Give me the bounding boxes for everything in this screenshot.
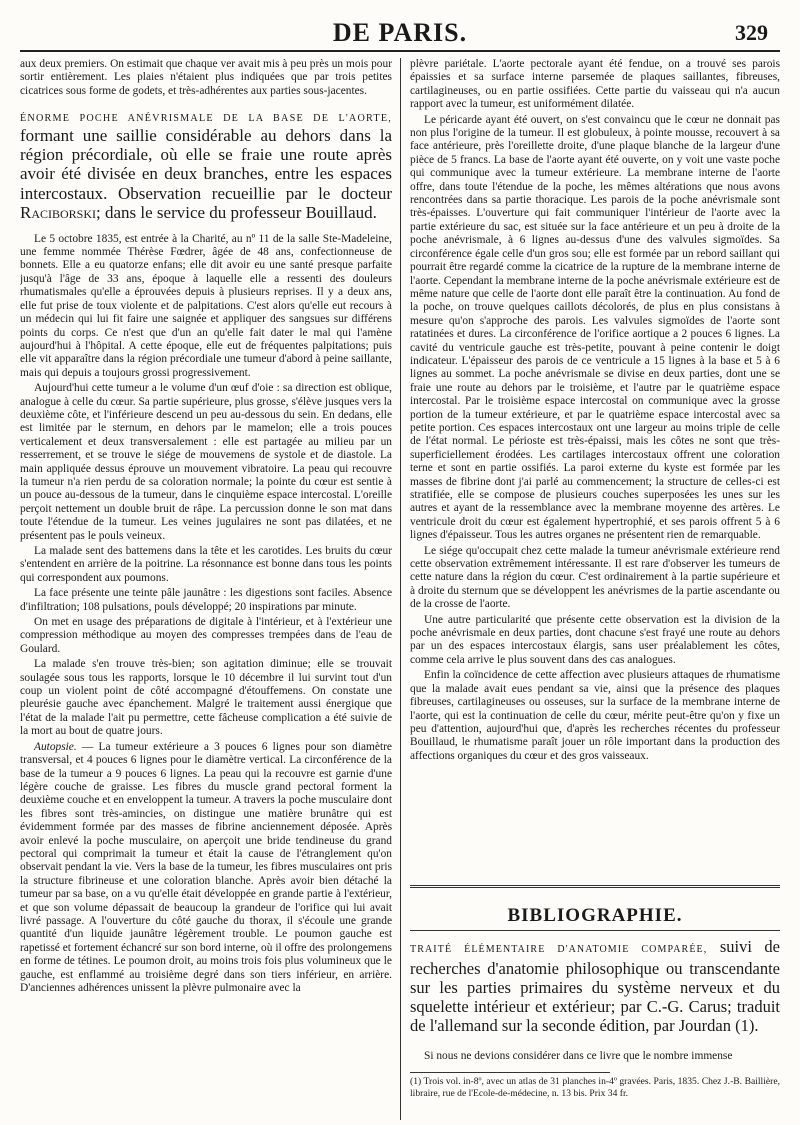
autopsy-label: Autopsie. xyxy=(34,740,77,753)
bibliography-entry xyxy=(410,937,780,1035)
right-column xyxy=(410,58,780,878)
column-divider xyxy=(400,58,401,1120)
case-paragraph: La malade sent des battemens dans la tête et les carotides. Les bruits du cœur s'entendent en arrière de la poitrine. La résonnance est bonne dans tous les points qui correspondent aux poumons. xyxy=(20,545,392,584)
intro-paragraph: aux deux premiers. On estimait que chaque ver avait mis à peu près un mois pour sortir entièrement. Les plaies n'étaient plus indiquées que par trois petites cicatrices sous forme de godets, et très-adhérentes aux parties sous-jacentes. xyxy=(20,58,392,97)
case-paragraph: La malade s'en trouve très-bien; son agitation diminue; elle se trouvait soulagée sous tous les rapports, lorsque le 10 décembre il lui survint tout d'un coup un violent point de côté accompagné d'étouffemens. On constate une pleurésie gauche avec épanchement. Malgré le traitement aussi énergique que l'état de la malade l'ait pu permettre, cette fâcheuse complication a été suivie de la mort au bout de quatre jours. xyxy=(20,658,392,738)
case-author: Raciborski xyxy=(20,203,97,223)
bibliography-heading: BIBLIOGRAPHIE. xyxy=(507,905,683,926)
right-paragraph: Une autre particularité que présente cette observation est la division de la poche anévrismale en deux parties, dont chacune s'est frayé une route au dehors par un des espaces intercostaux élargis, sans user préalablement les côtes, comme cela arrive le plus souvent dans des cas analogues. xyxy=(410,613,780,666)
autopsy-text: — La tumeur extérieure a 3 pouces 6 lignes pour son diamètre transversal, et 4 pouces 6 lignes pour le diamètre vertical. La circonférence de la base de la tumeur a 9 pouces 6 lignes. La peau qui la recouvre est garnie d'une légère couche de graisse. Les fibres du muscle grand pectoral forment la deuxième couche et en enveloppent la tumeur. A travers la poche musculaire dont les fibres sont très-amincies, on distingue une matière brunâtre qui est évidemment formée par des masses de fibrine anciennement déposée. Après avoir enlevé la poche musculaire, on aperçoit une bride tendineuse du grand pectoral qui comprimait la tumeur et était la cause de l'étranglement qu'on observait pendant la vie. Vers la base de la tumeur, les fibres musculaires ont pris la structure fibrineuse et une coloration blanche. Après avoir bien détaché la tumeur par sa base, on a vu qu'elle était développée en grande partie à l'extérieur, et que son volume dépassait de beaucoup la grandeur de l'orifice qui lui avait livré passage. A l'ouverture du côté gauche du thorax, il s'écoule une grande quantité d'un liquide jaunâtre légèrement trouble. Le poumon gauche est rapetissé et fortement échancré sur son bord interne, où il offre des prolongemens en forme de tétines. Le poumon droit, au moins trois fois plus volumineux que le gauche, est enflammé au troisième degré dans son tiers inférieur, en arrière. D'anciennes adhérences unissent la plèvre pulmonaire avec la xyxy=(20,740,392,994)
bibliography-rule xyxy=(410,930,780,931)
section-rule xyxy=(410,885,780,888)
case-heading xyxy=(20,112,392,222)
right-paragraph: Le siége qu'occupait chez cette malade la tumeur anévrismale extérieure rend cette observation extrêmement intéressante. Il est rare d'observer les tumeurs de cette nature dans la région du cœur. C'est ordinairement à la partie supérieure et à droite du sternum que se développent les anévrismes de la partie ascendante ou de la crosse de l'aorte. xyxy=(410,544,780,611)
footnote: (1) Trois vol. in-8º, avec un atlas de 31 planches in-4º gravées. Paris, 1835. Chez J.-B. Baillière, libraire, rue de l'Ecole-de-médecine, n. 13 bis. Prix 34 fr. xyxy=(410,1076,780,1099)
bibliography-paragraph: Si nous ne devions considérer dans ce livre que le nombre immense xyxy=(424,1050,733,1062)
right-paragraph: Le péricarde ayant été ouvert, on s'est convaincu que le cœur ne donnait pas non plus l'origine de la tumeur. Il est globuleux, à pointe mousse, recouvert à sa face antérieure, près l'oreillette droite, d'une plaque blanche de la largeur d'une pièce de 5 francs. La base de l'aorte ayant été ouverte, on y voit une vaste poche qui communique avec la tumeur extérieure. La membrane interne de l'aorte offre, dans toute l'étendue de la poche, les mêmes altérations que nous avons rencontrées dans sa partie thoracique. Les parois de la poche anévrismale sont très-épaisses. L'ouverture qui fait communiquer l'intérieur de l'aorte avec la partie extérieure du sac, est située sur la face antérieure et un peu à droite de la poche anévrismale, à 6 lignes au-dessus d'une des valvules sigmoïdes. Sa circonférence égale celle d'un gros sou; elle est formée par un rebord saillant qui pourrait être regardé comme la cicatrice de la rupture de la membrane interne de l'aorte. Cependant la membrane interne de la poche anévrismale extérieure est de même nature que celle de l'aorte dont elle paraît être la continuation. Au fond de la poche, on trouve quelques caillots décolorés, de plus en plus consistans à mesure qu'on s'approche des parois. Les valvules sigmoïdes de l'aorte sont ratatinées et dures. La circonférence de l'orifice aortique a 2 pouces 6 lignes. La cavité du ventricule gauche est très-petite, pouvant à peine contenir le doigt indicateur. L'épaisseur des parois de ce ventricule a 15 lignes à la base et 5 à 6 lignes au sommet. La poche anévrismale se divise en deux parties, dont une se fraie une route au dehors par le troisième, et l'autre par le quatrième espace intercostal. Par le troisième espace intercostal on communique avec la grosse portion de la tumeur extérieure, et par le quatrième espace intercostal avec sa petite portion. Ces espaces intercostaux ont une largeur au moins triple de celle de l'état normal. Le périoste est très-épaissi, mais les côtes ne sont que très-superficiellement érodées. Les cartilages intercostaux offrent une coloration terne et sont en partie ossifiés. La paroi externe du kyste est formée par les masses de fibrine dont j'ai parlé au commencement; la structure de celles-ci est stratifiée, elle se compose de plusieurs couches superposées les unes sur les autres et ayant de la ressemblance avec la membrane moyenne des artères. Le ventricule droit du cœur est également hypertrophié, et ses parois offrent 5 à 6 lignes d'épaisseur. Tous les autres organes ne présentent rien de remarquable. xyxy=(410,113,780,542)
bibliography-entry-caps: TRAITÉ ÉLÉMENTAIRE D'ANATOMIE COMPARÉE, xyxy=(410,944,708,955)
case-paragraph: Le 5 octobre 1835, est entrée à la Charité, au nº 11 de la salle Ste-Madeleine, une femme nommée Thérèse Fœdrer, âgée de 48 ans, confectionneuse de bonnets. Elle a eu quatorze enfans; elle dit avoir eu une santé presque parfaite jusqu'à l'âge de 33 ans, époque à laquelle elle a ressenti des douleurs rhumatismales qu'elle a éprouvées depuis à plusieurs reprises. Il y a deux ans, elle fut prise de toux violente et de palpitations. C'est alors qu'elle eut recours à un médecin qui lui fit faire une saignée et appliquer des sangsues sur différens points du corps. Ce n'est que d'un an qu'elle fait dater le mal qui l'amène aujourd'hui à l'hôpital. A cette époque, elle eut de fréquentes palpitations; puis elle vit apparaître dans la région précordiale une tumeur d'abord à peine saillante, mais qui depuis a toujours grossi progressivement. xyxy=(20,232,392,379)
case-paragraph: Aujourd'hui cette tumeur a le volume d'un œuf d'oie : sa direction est oblique, analogue à celle du cœur. Sa partie supérieure, plus grosse, s'élève jusques vers la deuxième côte, et l'inférieure descend un peu au-dessous du sein. En dedans, elle est limitée par le sternum, en dehors par le mamelon; elle a trois pouces verticalement et deux transversalement : elle est partagée au milieu par un resserrement, et se trouve le siége de mouvemens de systole et de diastole. La main appliquée dessus éprouve un mouvement vibratoire. La peau qui recouvre la tumeur n'a rien perdu de sa coloration normale; la pointe du cœur est sentie à un pouce au-dessous de la tumeur, dans le cinquième espace intercostal. L'oreille perçoit nettement un double bruit de râpe. La percussion donne le son mat dans toute l'étendue de la tumeur. Les veines jugulaires ne sont pas dilatées, et ne présentent pas le pouls veineux. xyxy=(20,382,392,542)
page-header xyxy=(20,10,780,50)
case-heading-end: ; dans le service du professeur Bouillaud. xyxy=(96,203,377,223)
autopsy-paragraph xyxy=(20,741,392,996)
right-paragraph: Enfin la coïncidence de cette affection avec plusieurs attaques de rhumatisme que la malade avait eues pendant sa vie, ainsi que la présence des plaques fibreuses, cartilagineuses ou osseuses, sur la surface de la membrane interne de l'aorte, qui est la continuation de celle du cœur, mérite peut-être qu'on y fixe un peu d'attention, aujourd'hui que, d'après les recherches récentes du professeur Bouillaud, le rhumatisme paraît jouer un rôle important dans la production des affections organiques du cœur et des gros vaisseaux. xyxy=(410,669,780,762)
case-paragraph: On met en usage des préparations de digitale à l'intérieur, et à l'extérieur une compression méthodique au moyen des compresses trempées dans de l'eau de Goulard. xyxy=(20,616,392,655)
case-heading-caps: ÉNORME POCHE ANÉVRISMALE DE LA BASE DE L'AORTE, xyxy=(20,113,392,125)
bibliography-entry-text: suivi de recherches d'anatomie philosophique ou transcendante sur les parties primaires du système nerveux et du squelette intérieur et extérieur; par C.-G. Carus; traduit de l'allemand sur la seconde édition, par Jourdan (1). xyxy=(410,937,781,1035)
case-heading-text: formant une saillie considérable au dehors dans la région précordiale, où elle se fraie une route après avoir été divisée en deux branches, entre les espaces intercostaux. Observation recueillie par le docteur xyxy=(20,125,392,203)
running-title: DE PARIS. xyxy=(332,18,468,47)
right-paragraph: plèvre pariétale. L'aorte pectorale ayant été fendue, on a trouvé ses parois épaissies et sa surface interne parsemée de plaques saillantes, fibreuses, cartilagineuses, ou en partie ossifiées. Cette partie du vaisseau qui n'a aucun rapport avec la tumeur, est uniformément dilatée. xyxy=(410,58,780,111)
case-paragraph: La face présente une teinte pâle jaunâtre : les digestions sont faciles. Absence d'infiltration; 108 pulsations, pouls développé; 20 inspirations par minute. xyxy=(20,587,392,613)
left-column xyxy=(20,58,392,1118)
page-number: 329 xyxy=(735,20,768,45)
header-rule xyxy=(20,50,780,52)
footnote-rule xyxy=(410,1072,610,1073)
